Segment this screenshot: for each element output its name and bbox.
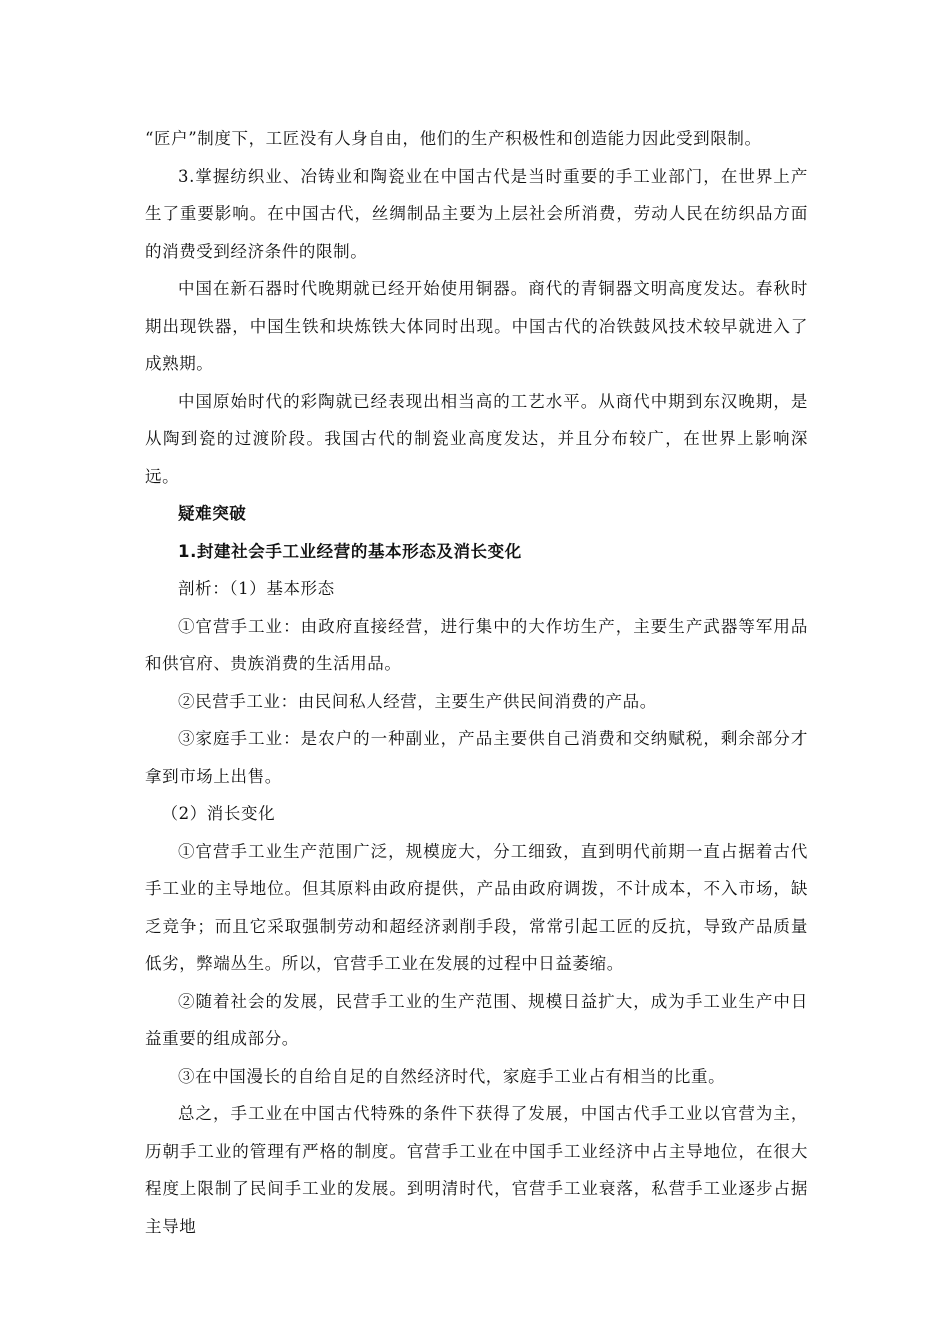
list-item-official-handicraft: ①官营手工业：由政府直接经营，进行集中的大作坊生产，主要生产武器等军用品和供官府、贵族消费的生活用品。 [145, 616, 808, 673]
list-item-private-growth: ②随着社会的发展，民营手工业的生产范围、规模日益扩大，成为手工业生产中日益重要的组成部分。 [145, 991, 808, 1048]
document-body [145, 120, 808, 1245]
analysis-changes: （2）消长变化 [161, 804, 276, 823]
section-heading: 疑难突破 [178, 504, 247, 523]
paragraph-handicraft-sectors: 3.掌握纺织业、冶铸业和陶瓷业在中国古代是当时重要的手工业部门，在世界上产生了重要影响。在中国古代，丝绸制品主要为上层社会所消费，劳动人民在纺织品方面的消费受到经济条件的限制。 [145, 166, 808, 261]
analysis-basic-forms: 剖析：（1）基本形态 [178, 579, 335, 598]
paragraph-summary: 总之，手工业在中国古代特殊的条件下获得了发展，中国古代手工业以官营为主，历朝手工业的管理有严格的制度。官营手工业在中国手工业经济中占主导地位，在很大程度上限制了民间手工业的发展。到明清时代，官营手工业衰落，私营手工业逐步占据主导地 [145, 1104, 808, 1236]
list-item-private-handicraft: ②民营手工业：由民间私人经营，主要生产供民间消费的产品。 [178, 691, 657, 711]
list-item-household-handicraft: ③家庭手工业：是农户的一种副业，产品主要供自己消费和交纳赋税，剩余部分才拿到市场上出售。 [145, 729, 808, 786]
paragraph-pottery-porcelain: 中国原始时代的彩陶就已经表现出相当高的工艺水平。从商代中期到东汉晚期，是从陶到瓷的过渡阶段。我国古代的制瓷业高度发达，并且分布较广，在世界上影响深远。 [145, 391, 808, 486]
paragraph-craftsman-system: “匠户”制度下，工匠没有人身自由，他们的生产积极性和创造能力因此受到限制。 [145, 129, 762, 148]
list-item-official-decline: ①官营手工业生产范围广泛，规模庞大，分工细致，直到明代前期一直占据着古代手工业的主导地位。但其原料由政府提供，产品由政府调拨，不计成本，不入市场，缺乏竞争；而且它采取强制劳动和超经济剥削手段，常常引起工匠的反抗，导致产品质量低劣，弊端丛生。所以，官营手工业在发展的过程中日益萎缩。 [145, 841, 808, 973]
subsection-heading: 1.封建社会手工业经营的基本形态及消长变化 [178, 541, 522, 561]
paragraph-bronze-iron: 中国在新石器时代晚期就已经开始使用铜器。商代的青铜器文明高度发达。春秋时期出现铁器，中国生铁和块炼铁大体同时出现。中国古代的冶铁鼓风技术较早就进入了成熟期。 [145, 279, 808, 373]
list-item-household-share: ③在中国漫长的自给自足的自然经济时代，家庭手工业占有相当的比重。 [178, 1066, 726, 1086]
